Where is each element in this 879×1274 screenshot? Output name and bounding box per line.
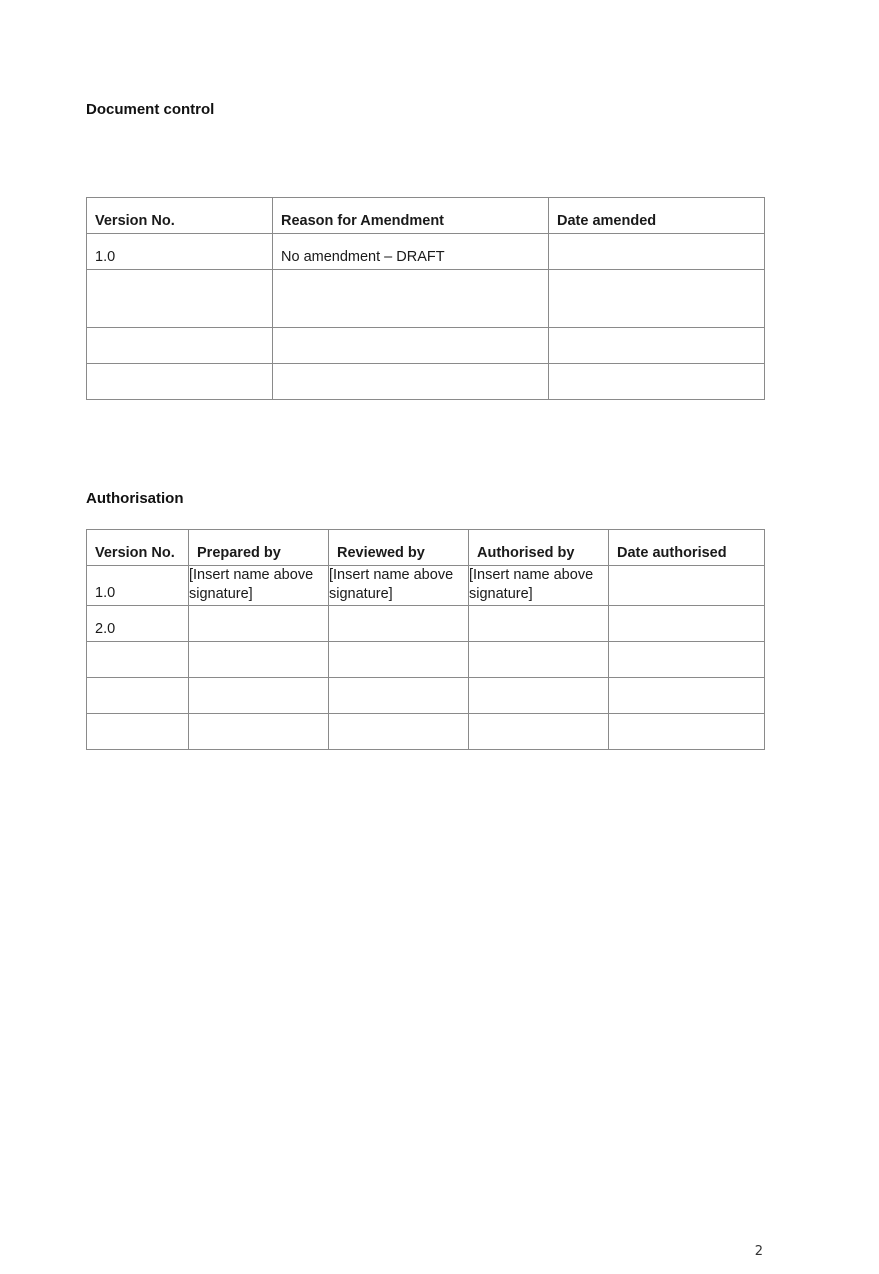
reason-cell xyxy=(273,328,549,364)
version-cell: 1.0 xyxy=(87,234,273,270)
table-row xyxy=(87,364,765,400)
version-cell xyxy=(87,642,189,678)
table-row xyxy=(87,328,765,364)
column-header-authorised-by: Authorised by xyxy=(469,530,609,566)
prepared-by-cell xyxy=(189,678,329,714)
authorisation-heading: Authorisation xyxy=(86,490,184,507)
prepared-by-cell: [Insert name above signature] xyxy=(189,566,329,606)
version-cell xyxy=(87,678,189,714)
authorisation-table xyxy=(86,529,765,750)
table-row xyxy=(87,270,765,328)
page-number: 2 xyxy=(754,1244,763,1259)
table-row xyxy=(87,678,765,714)
version-cell: 1.0 xyxy=(87,566,189,606)
version-cell xyxy=(87,328,273,364)
authorised-by-cell xyxy=(469,606,609,642)
column-header-reason-for-amendment: Reason for Amendment xyxy=(273,198,549,234)
table-header-row xyxy=(87,530,765,566)
date-authorised-cell xyxy=(609,606,765,642)
date-authorised-cell xyxy=(609,566,765,606)
version-cell: 2.0 xyxy=(87,606,189,642)
reviewed-by-cell xyxy=(329,678,469,714)
date-authorised-cell xyxy=(609,642,765,678)
table-row xyxy=(87,234,765,270)
table-row xyxy=(87,606,765,642)
table-header-row xyxy=(87,198,765,234)
authorised-by-cell xyxy=(469,714,609,750)
version-cell xyxy=(87,364,273,400)
prepared-by-cell xyxy=(189,642,329,678)
reason-cell xyxy=(273,364,549,400)
date-authorised-cell xyxy=(609,678,765,714)
table-row xyxy=(87,714,765,750)
document-control-table xyxy=(86,197,765,400)
reason-cell xyxy=(273,270,549,328)
prepared-by-cell xyxy=(189,714,329,750)
date-amended-cell xyxy=(549,364,765,400)
column-header-date-amended: Date amended xyxy=(549,198,765,234)
authorised-by-cell xyxy=(469,678,609,714)
date-authorised-cell xyxy=(609,714,765,750)
reviewed-by-cell: [Insert name above signature] xyxy=(329,566,469,606)
table-row xyxy=(87,642,765,678)
date-amended-cell xyxy=(549,328,765,364)
table-row xyxy=(87,566,765,606)
reviewed-by-cell xyxy=(329,642,469,678)
authorised-by-cell xyxy=(469,642,609,678)
authorised-by-cell: [Insert name above signature] xyxy=(469,566,609,606)
reviewed-by-cell xyxy=(329,606,469,642)
column-header-reviewed-by: Reviewed by xyxy=(329,530,469,566)
prepared-by-cell xyxy=(189,606,329,642)
column-header-version-no: Version No. xyxy=(87,530,189,566)
reviewed-by-cell xyxy=(329,714,469,750)
reason-cell: No amendment – DRAFT xyxy=(273,234,549,270)
version-cell xyxy=(87,714,189,750)
version-cell xyxy=(87,270,273,328)
column-header-prepared-by: Prepared by xyxy=(189,530,329,566)
column-header-version-no: Version No. xyxy=(87,198,273,234)
date-amended-cell xyxy=(549,270,765,328)
column-header-date-authorised: Date authorised xyxy=(609,530,765,566)
date-amended-cell xyxy=(549,234,765,270)
document-control-heading: Document control xyxy=(86,101,215,118)
